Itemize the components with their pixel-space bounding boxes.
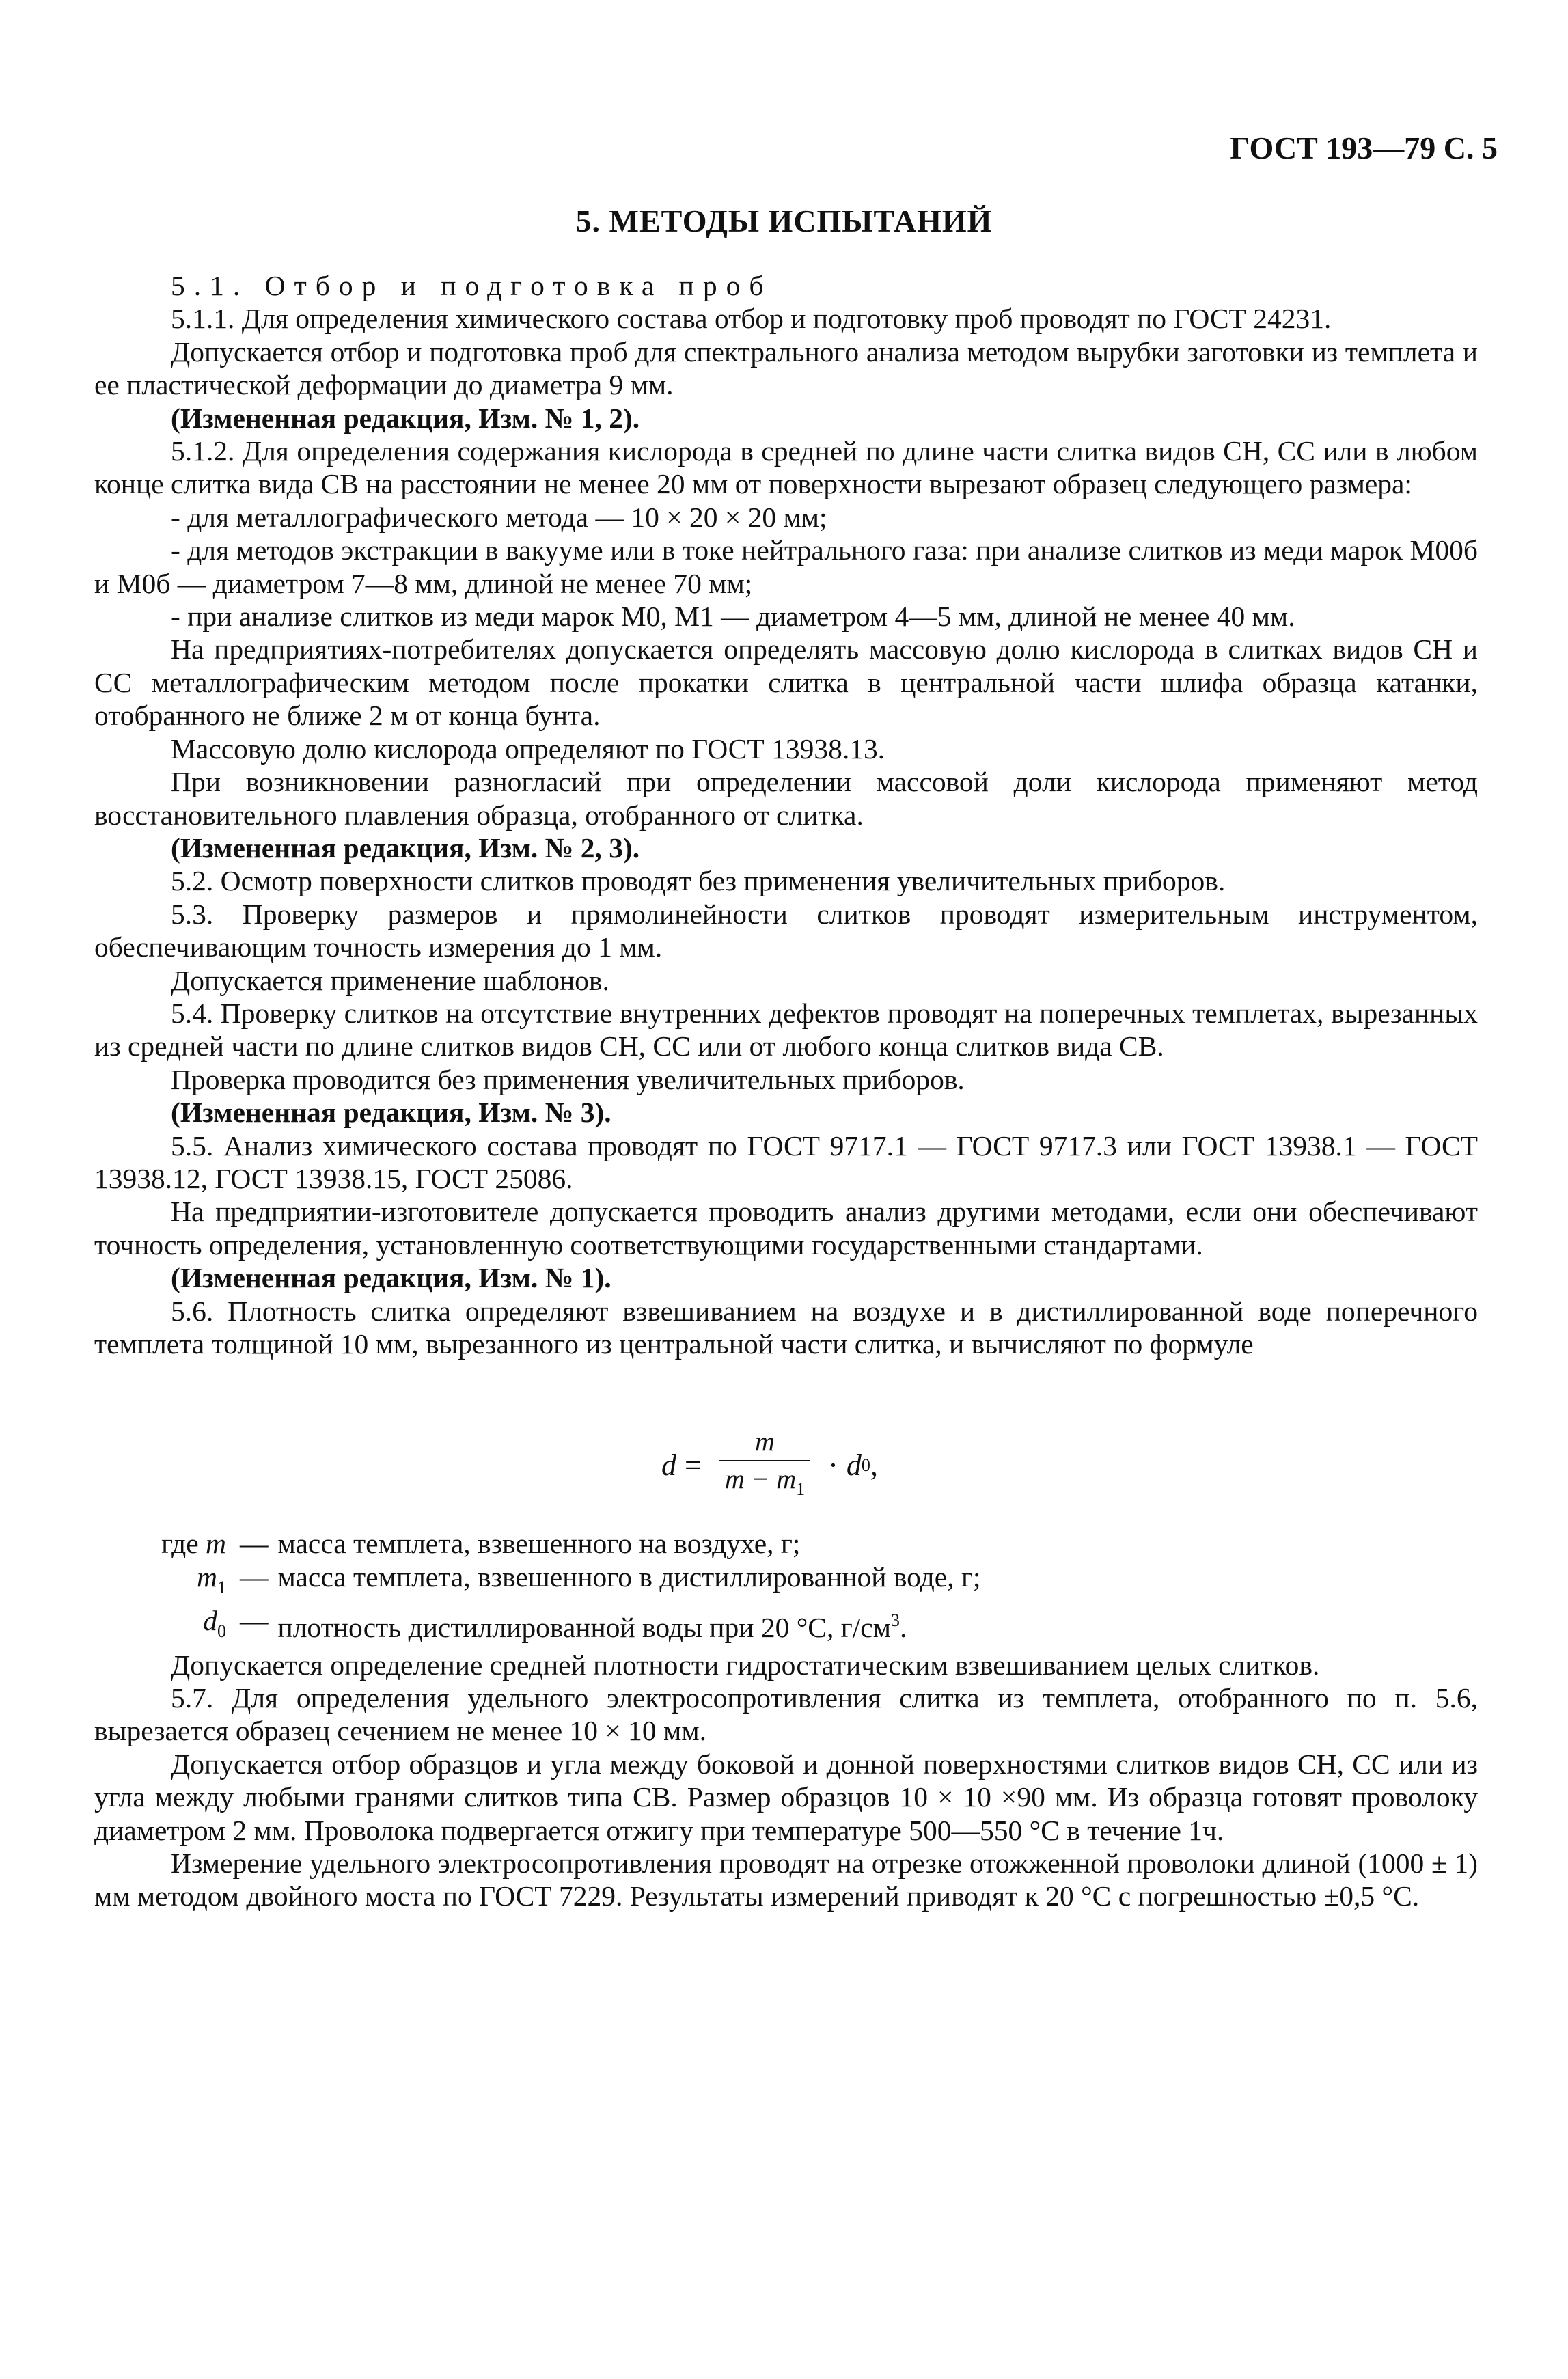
list-item: - при анализе слитков из меди марок М0, М1 — диаметром 4—5 мм, длиной не менее 40 мм. [171,601,1295,633]
paragraph: На предприятии-изготовителе допускается проводить анализ другими методами, если они обеспечивают точность определения, установленную соответствующими государственными стандартами. [94,1196,1478,1261]
paragraph: Измерение удельного электросопротивления проводят на отрезке отожженной проволоки длиной (1000 ± 1) мм методом двойного моста по ГОСТ 7229. Результаты измерений приводят к 20 °С с погрешностью ±0,5 °С. [94,1847,1478,1912]
paragraph: 5.5. Анализ химического состава проводят по ГОСТ 9717.1 — ГОСТ 9717.3 или ГОСТ 13938.1 — ГОСТ 13938.12, ГОСТ 13938.15, ГОСТ 25086. [94,1129,1478,1194]
variable-definition [94,1527,1478,1560]
paragraph: Массовую долю кислорода определяют по ГОСТ 13938.13. [171,732,885,765]
density-formula-block [94,1360,1478,1527]
variable-symbol: m [197,1560,217,1593]
paragraph: 5.1.2. Для определения содержания кислорода в средней по длине части слитка видов СН, СС или в любом конце слитка вида СВ на расстоянии не менее 20 мм от поверхности вырезают образец следующего размера: [94,435,1478,500]
paragraph: 5.1.1. Для определения химического состава отбор и подготовку проб проводят по ГОСТ 24231. [171,303,1332,335]
variable-description [278,1604,907,1648]
paragraph: При возникновении разногласий при определении массовой доли кислорода применяют метод восстановительного плавления образца, отобранного от слитка. [94,766,1478,831]
amendment-note: (Измененная редакция, Изм. № 1, 2). [171,402,640,434]
variable-symbol: m [206,1528,226,1560]
list-item: - для методов экстракции в вакууме или в токе нейтрального газа: при анализе слитков из меди марок М00б и М0б — диаметром 7—8 мм, длиной не менее 70 мм; [94,534,1478,599]
formula-lhs: d [661,1448,676,1483]
formula-den-a: m [724,1463,745,1494]
formula-den-b-sub: 1 [796,1479,806,1499]
amendment-note: (Измененная редакция, Изм. № 1). [171,1262,611,1294]
density-formula [661,1425,878,1506]
formula-dot: · [828,1448,838,1483]
document-body [94,269,1478,1913]
variable-subscript: 0 [217,1621,226,1642]
paragraph: 5.6. Плотность слитка определяют взвешиванием на воздухе и в дистиллированной воде поперечного темплета толщиной 10 мм, вырезанного из центральной части слитка, и вычисляют по формуле [94,1295,1478,1360]
where-lead [94,1527,234,1560]
variable-definition [94,1604,1478,1648]
variable-description-end: . [899,1612,907,1644]
definition-dash: — [240,1528,269,1560]
amendment-note: (Измененная редакция, Изм. № 3). [171,1097,611,1129]
paragraph: Проверка проводится без применения увеличительных приборов. [171,1063,965,1095]
paragraph: 5.4. Проверку слитков на отсутствие внутренних дефектов проводят на поперечных темплетах, вырезанных из средней части по длине слитков видов СН, СС или от любого конца слитков вида СВ. [94,997,1478,1062]
paragraph: Допускается применение шаблонов. [171,964,609,996]
paragraph: Допускается определение средней плотности гидростатическим взвешиванием целых слитков. [171,1649,1320,1681]
formula-rhs-sub: 0 [861,1455,870,1476]
paragraph: Допускается отбор образцов и угла между боковой и донной поверхностями слитков видов СН, СС или из угла между любыми гранями слитков типа СВ. Размер образцов 10 × 10 ×90 мм. Из образца готовят проволоку диаметром 2 мм. Проволока подвергается отжигу при температуре 500—550 °С в течение 1ч. [94,1748,1478,1846]
unit-superscript: 3 [890,1610,900,1631]
formula-fraction [719,1425,810,1506]
section-title: 5. МЕТОДЫ ИСПЫТАНИЙ [575,204,993,238]
variable-description: масса темплета, взвешенного на воздухе, г; [277,1528,801,1560]
paragraph: 5.7. Для определения удельного электросопротивления слитка из темплета, отобранного по п. 5.6, вырезается образец сечением не менее 10 × 10 мм. [94,1682,1478,1747]
where-lead [94,1604,234,1648]
variable-definition [94,1560,1478,1604]
formula-tail: , [870,1448,878,1483]
variable-description: масса темплета, взвешенного в дистиллированной воде, г; [277,1560,981,1593]
variable-subscript: 1 [217,1577,226,1597]
definition-dash: — [240,1605,269,1637]
formula-denominator [719,1460,810,1506]
variable-symbol: d [203,1605,217,1637]
formula-rhs: d [846,1448,862,1483]
variable-description-text: плотность дистиллированной воды при 20 °С, г/см [277,1612,891,1644]
formula-den-b: m [776,1463,797,1494]
paragraph: 5.2. Осмотр поверхности слитков проводят без применения увеличительных приборов. [171,865,1226,897]
paragraph: На предприятиях-потребителях допускается определять массовую долю кислорода в слитках видов СН и СС металлографическим методом после прокатки слитка в центральной части шлифа образца катанки, отобранного не ближе 2 м от конца бунта. [94,633,1478,732]
subsection-heading: 5.1. Отбор и подготовка проб [171,270,773,301]
formula-equals: = [685,1448,702,1483]
formula-den-minus: − [752,1463,769,1494]
where-lead [94,1560,234,1604]
list-item: - для металлографического метода — 10 × 20 × 20 мм; [171,501,827,533]
paragraph: Допускается отбор и подготовка проб для спектрального анализа методом вырубки заготовки из темплета и ее пластической деформации до диаметра 9 мм. [94,335,1478,401]
definition-dash: — [240,1560,269,1593]
paragraph: 5.3. Проверку размеров и прямолинейности слитков проводят измерительным инструментом, обеспечивающим точность измерения до 1 мм. [94,898,1478,963]
where-word: где [161,1528,199,1560]
amendment-note: (Измененная редакция, Изм. № 2, 3). [171,831,640,864]
formula-numerator: m [755,1426,775,1457]
page-header: ГОСТ 193—79 С. 5 [1230,130,1498,165]
